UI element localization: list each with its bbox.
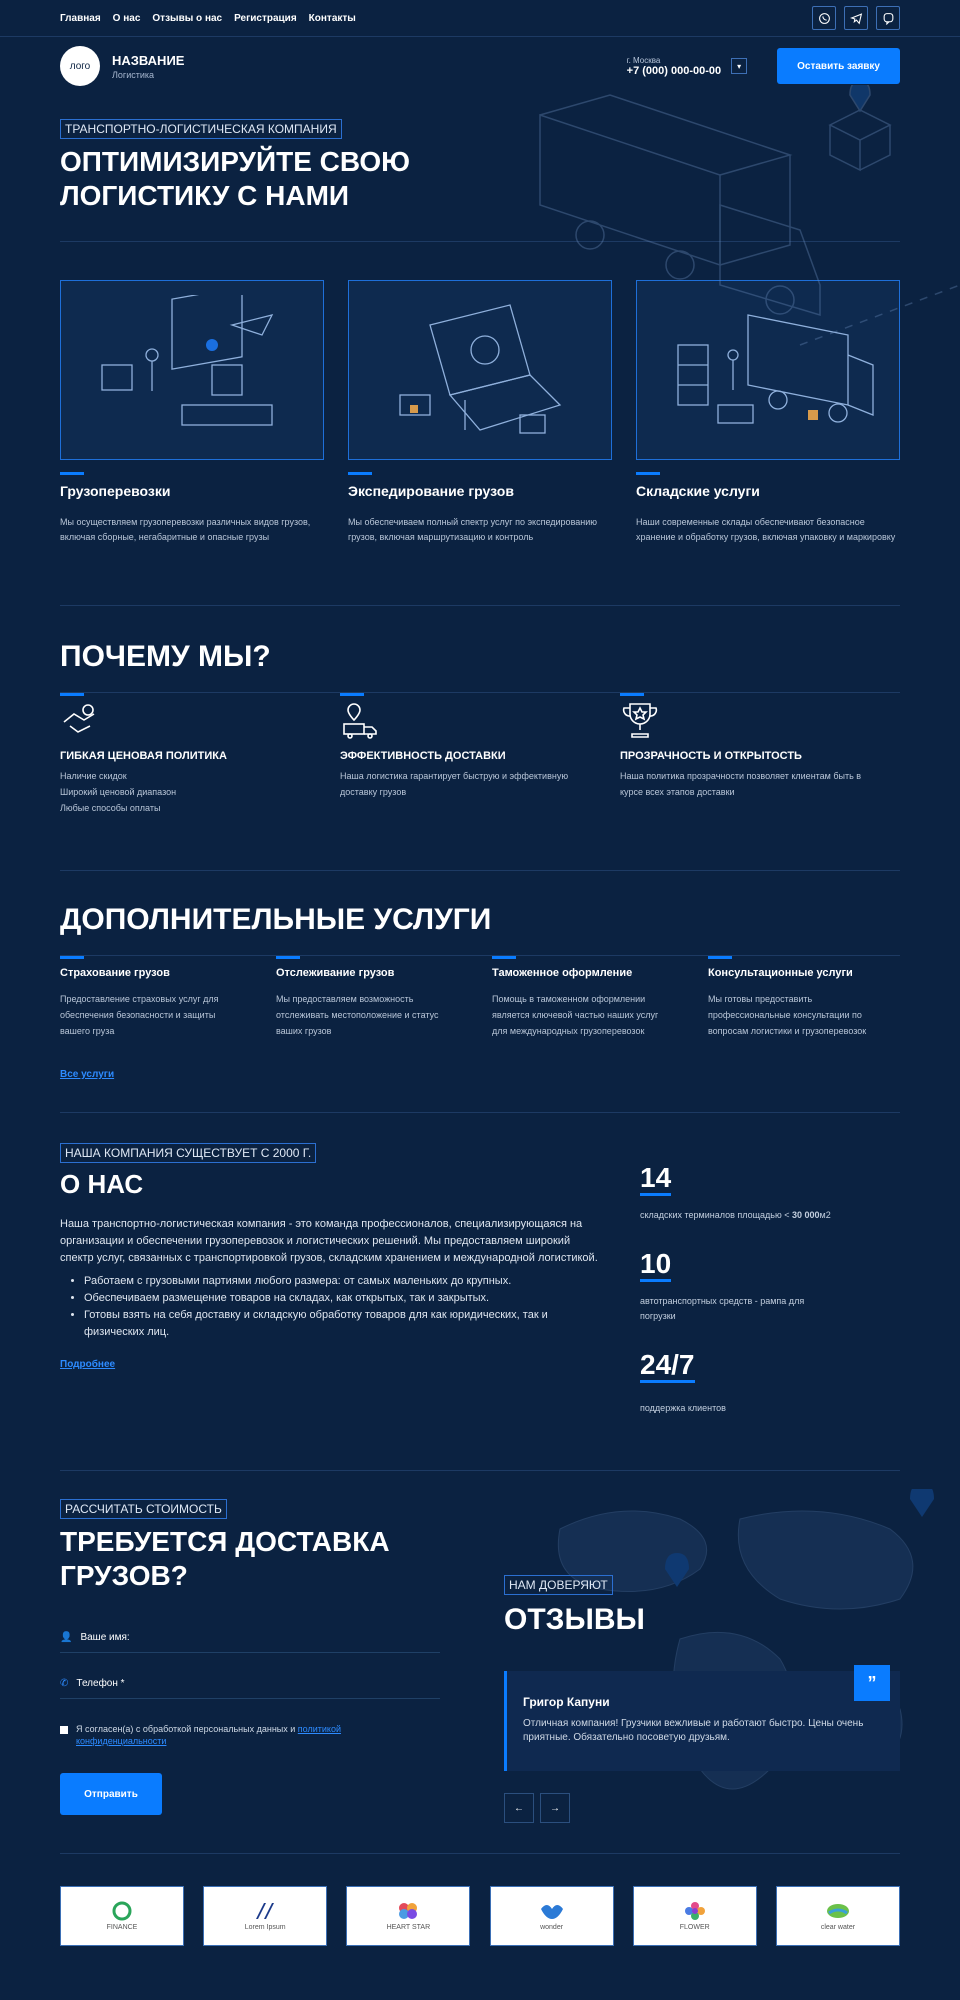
extra-service-text: Предоставление страховых услуг для обеспечения безопасности и защиты вашего груза (60, 994, 219, 1036)
stat-text: поддержка клиентов (640, 1403, 726, 1413)
arrow-right-icon[interactable]: → (540, 1793, 570, 1823)
header-contacts (627, 48, 900, 84)
flower-logo-icon (684, 1901, 706, 1921)
partner-name: HEART STAR (386, 1924, 431, 1931)
about-tag: НАША КОМПАНИЯ СУЩЕСТВУЕТ С 2000 Г. (60, 1143, 316, 1163)
brand[interactable] (60, 46, 184, 86)
why-item-text: Наша политика прозрачности позволяет клиентам быть в курсе всех этапов доставки (620, 771, 862, 797)
extra-service-title: Таможенное оформление (492, 967, 633, 979)
nav-about[interactable]: О нас (112, 12, 141, 24)
viber-icon[interactable] (876, 6, 900, 30)
stat-number: 10 (640, 1249, 671, 1282)
partners (60, 1886, 900, 1946)
request-button[interactable]: Оставить заявку (777, 48, 900, 84)
request-form (60, 1499, 440, 1823)
finance-logo-icon (111, 1901, 133, 1921)
name-field[interactable] (60, 1623, 440, 1653)
arrow-left-icon[interactable]: ← (504, 1793, 534, 1823)
stat-number: 14 (640, 1163, 671, 1196)
review-author: Григор Капуни (523, 1695, 610, 1709)
partner-name: Lorem Ipsum (244, 1924, 286, 1931)
service-title: Экспедирование грузов (348, 483, 514, 499)
extra-service-title: Отслеживание грузов (276, 967, 395, 979)
service-card[interactable] (60, 280, 324, 545)
about-stats (640, 1143, 900, 1416)
accent-bar (60, 693, 84, 696)
privacy-link[interactable]: политикой конфиденциальности (76, 1724, 341, 1746)
stat (640, 1163, 900, 1223)
service-title: Грузоперевозки (60, 483, 171, 499)
partner-name: clear water (820, 1924, 856, 1931)
accent-bar (708, 956, 732, 959)
all-services-link[interactable]: Все услуги (60, 1069, 115, 1080)
contact-reviews (60, 1471, 900, 1823)
partner-logo[interactable] (346, 1886, 470, 1946)
accent-bar (636, 472, 660, 475)
partner-logo[interactable] (490, 1886, 614, 1946)
partner-name: wonder (540, 1924, 564, 1931)
freight-illustration (60, 280, 324, 460)
social-links (812, 6, 900, 30)
partner-logo[interactable] (633, 1886, 757, 1946)
why-item-text: Наша логистика гарантирует быструю и эффективную доставку грузов (340, 771, 569, 797)
phone-icon: ✆ (60, 1678, 69, 1689)
why-section (60, 606, 900, 816)
nav-home[interactable]: Главная (60, 12, 101, 24)
form-tag: РАССЧИТАТЬ СТОИМОСТЬ (60, 1499, 227, 1519)
stat-text: автотранспортных средств - рампа для погрузки (640, 1296, 805, 1321)
about-title: О НАС (60, 1169, 144, 1199)
list-item: • Обеспечиваем размещение товаров на складах, как открытых, так и закрытых. (84, 1290, 600, 1307)
consent-text: Я согласен(а) с обработкой персональных данных и политикой конфиденциальности (76, 1724, 341, 1746)
reviews-title: ОТЗЫВЫ (504, 1603, 645, 1636)
why-item-title: ПРОЗРАЧНОСТЬ И ОТКРЫТОСТЬ (620, 750, 802, 762)
extra-services (60, 871, 900, 1082)
hero-tag: ТРАНСПОРТНО-ЛОГИСТИЧЕСКАЯ КОМПАНИЯ (60, 119, 342, 139)
extra-service-item[interactable] (708, 956, 900, 1039)
phone-number[interactable]: +7 (000) 000-00-00 (626, 64, 722, 77)
hero-title: ОПТИМИЗИРУЙТЕ СВОЮ ЛОГИСТИКУ С НАМИ (60, 146, 411, 211)
extra-title: ДОПОЛНИТЕЛЬНЫЕ УСЛУГИ (60, 903, 492, 936)
brand-subtitle: Логистика (112, 69, 155, 80)
why-item (60, 693, 340, 816)
clearwater-logo-icon (825, 1901, 851, 1921)
about-section (60, 1113, 900, 1416)
review-controls (504, 1793, 900, 1823)
topbar (60, 0, 900, 36)
why-item (340, 693, 620, 816)
consent (60, 1723, 370, 1747)
brand-name: НАЗВАНИЕ (112, 52, 185, 68)
extra-service-title: Страхование грузов (60, 967, 170, 979)
accent-bar (620, 693, 644, 696)
reviews (504, 1499, 900, 1823)
review-text: Отличная компания! Грузчики вежливые и работают быстро. Цены очень приятные. Обязательно посоветую друзьям. (523, 1718, 864, 1743)
city-label: г. Москва (626, 55, 661, 65)
user-icon: 👤 (60, 1632, 73, 1643)
accent-bar (348, 472, 372, 475)
partner-logo[interactable] (776, 1886, 900, 1946)
extra-service-title: Консультационные услуги (708, 967, 853, 979)
submit-button[interactable]: Отправить (60, 1773, 162, 1815)
partner-logo[interactable] (203, 1886, 327, 1946)
extra-service-text: Мы готовы предоставить профессиональные консультации по вопросам логистики и грузоперевозок (708, 994, 867, 1036)
why-title: ПОЧЕМУ МЫ? (60, 640, 271, 673)
wonder-logo-icon (539, 1901, 565, 1921)
lorem-logo-icon (254, 1901, 276, 1921)
list-item: • Готовы взять на себя доставку и складскую обработку товаров для как юридических, так и физических лиц. (84, 1307, 600, 1341)
service-text: Наши современные склады обеспечивают безопасное хранение и обработку грузов, включая упаковку и маркировку (636, 517, 896, 542)
partner-logo[interactable] (60, 1886, 184, 1946)
trophy-icon (620, 700, 900, 740)
accent-bar (340, 693, 364, 696)
handshake-icon (60, 700, 340, 740)
accent-bar (60, 956, 84, 959)
name-placeholder: Ваше имя: (80, 1632, 130, 1643)
about-text: Наша транспортно-логистическая компания - это команда профессионалов, специализирующаяся на организации и обеспечении грузоперевозок и логистических решений. Мы предоставляем широкий спектр услуг, связанных с транспортировкой грузов, складским хранением и международной логистикой. (60, 1218, 598, 1264)
section-divider (60, 1853, 900, 1854)
phone-field[interactable] (60, 1669, 440, 1699)
list-item: • Работаем с грузовыми партиями любого размера: от самых маленьких до крупных. (84, 1273, 600, 1290)
phone-placeholder: Телефон * (76, 1678, 125, 1689)
nav-reviews[interactable]: Отзывы о нас (152, 12, 223, 24)
service-text: Мы обеспечиваем полный спектр услуг по экспедированию грузов, включая маршрутизацию и контроль (348, 517, 597, 542)
why-item-text: Наличие скидок Широкий ценовой диапазон Любые способы оплаты (60, 771, 177, 813)
whatsapp-icon[interactable] (812, 6, 836, 30)
telegram-icon[interactable] (844, 6, 868, 30)
extra-service-text: Помощь в таможенном оформлении является ключевой частью наших услуг для международных грузоперевозок (492, 994, 659, 1036)
reviews-tag: НАМ ДОВЕРЯЮТ (504, 1575, 613, 1595)
partner-name: FINANCE (106, 1924, 138, 1931)
review-card (504, 1671, 900, 1771)
extra-service-text: Мы предоставляем возможность отслеживать местоположение и статус ваших грузов (276, 994, 439, 1036)
why-item (620, 693, 900, 816)
why-item-title: ГИБКАЯ ЦЕНОВАЯ ПОЛИТИКА (60, 750, 227, 762)
extra-service-item[interactable] (60, 956, 276, 1039)
accent-bar (60, 472, 84, 475)
nav-contacts[interactable]: Контакты (308, 12, 356, 24)
extra-service-item[interactable] (492, 956, 708, 1039)
service-text: Мы осуществляем грузоперевозки различных видов грузов, включая сборные, негабаритные и опасные грузы (60, 517, 311, 542)
service-title: Складские услуги (636, 483, 760, 499)
hero (60, 95, 900, 235)
top-nav (60, 13, 356, 24)
extra-service-item[interactable] (276, 956, 492, 1039)
form-title: ТРЕБУЕТСЯ ДОСТАВКА ГРУЗОВ? (60, 1526, 390, 1591)
heartstar-logo-icon (397, 1901, 419, 1921)
about-list (60, 1273, 600, 1341)
more-link[interactable]: Подробнее (60, 1359, 116, 1370)
truck-illustration (500, 85, 960, 405)
logo[interactable]: лого (60, 46, 100, 86)
page (60, 0, 900, 36)
stat (640, 1350, 900, 1416)
why-item-title: ЭФФЕКТИВНОСТЬ ДОСТАВКИ (340, 750, 506, 762)
nav-register[interactable]: Регистрация (234, 12, 297, 24)
stat-number: 24/7 (640, 1350, 695, 1383)
accent-bar (492, 956, 516, 959)
consent-checkbox[interactable] (60, 1726, 68, 1734)
quote-icon: ” (854, 1665, 890, 1701)
stat-text: складских терминалов площадью < 30 000м2 (640, 1210, 831, 1220)
accent-bar (276, 956, 300, 959)
chevron-down-icon[interactable]: ▾ (731, 58, 747, 74)
partner-name: FLOWER (679, 1924, 710, 1931)
delivery-truck-icon (340, 700, 620, 740)
stat (640, 1249, 900, 1324)
